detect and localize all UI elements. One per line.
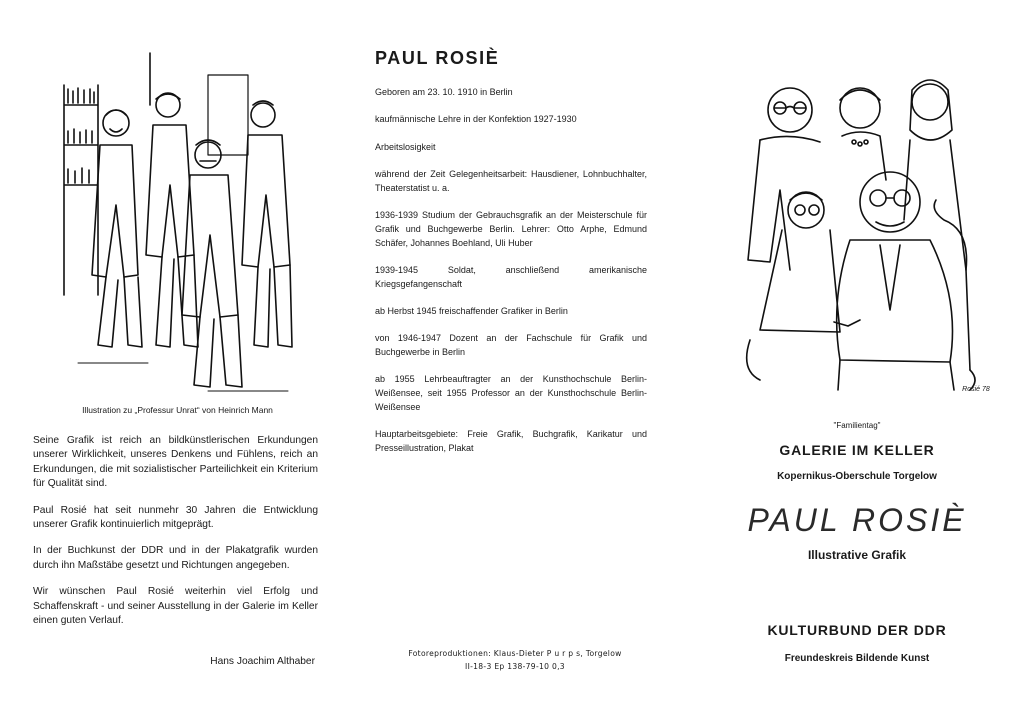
exhibition-subtitle: Illustrative Grafik	[807, 548, 907, 562]
author-signature: Hans Joachim Althaber	[210, 656, 315, 667]
left-panel	[0, 0, 345, 724]
middle-panel	[345, 0, 690, 724]
gallery-name: GALERIE IM KELLER	[779, 442, 935, 458]
bio-entry: ab Herbst 1945 freischaffender Grafiker in Berlin	[375, 305, 568, 316]
tribute-text	[33, 434, 318, 640]
left-illustration-caption: Illustration zu „Professur Unrat“ von Heinrich Mann	[82, 405, 273, 415]
photo-credit: Fotoreproduktionen: Klaus-Dieter P u r p s, Torgelow	[408, 649, 622, 658]
bio-entry: Arbeitslosigkeit	[375, 141, 436, 152]
artist-name: PAUL ROSIÈ	[747, 502, 967, 538]
professor-unrat-illustration	[58, 45, 298, 397]
tribute-paragraph: Seine Grafik ist reich an bildkünstlerischen Erkundungen unserer Wirklichkeit, unseres Denkens und Fühlens, reich an Erkundungen, die mit sozialistischer Parteilichkeit ein Kriterium für Qualität sind.	[33, 435, 318, 490]
organization-name: KULTURBUND DER DDR	[767, 622, 947, 638]
bio-entry: von 1946-1947 Dozent an der Fachschule für Grafik und Buchgewerbe in Berlin	[375, 333, 647, 358]
bio-entry: 1936-1939 Studium der Gebrauchsgrafik an der Meisterschule für Grafik und Buchgewerbe Berlin. Lehrer: Otto Arphe, Edmund Schäfer, Johannes Boehland, Uli Huber	[375, 209, 647, 248]
tribute-paragraph: Paul Rosié hat seit nunmehr 30 Jahren die Entwicklung unserer Grafik kontinuierlich mitgeprägt.	[33, 504, 318, 531]
right-panel	[690, 0, 1024, 724]
tribute-paragraph: Wir wünschen Paul Rosié weiterhin viel Erfolg und Schaffenskraft - und seiner Ausstellung in der Galerie im Keller einen guten Verlauf.	[33, 586, 318, 627]
print-license-number: II-18-3 Ep 138-79-10 0,3	[465, 661, 565, 671]
bio-entry: Hauptarbeitsgebiete: Freie Grafik, Buchgrafik, Karikatur und Presseillustration, Plakat	[375, 429, 647, 454]
familientag-illustration	[730, 70, 990, 400]
signature-mark: Rosié 78	[962, 386, 990, 393]
bio-entry: Geboren am 23. 10. 1910 in Berlin	[375, 87, 513, 97]
biography-list	[375, 86, 647, 469]
right-illustration-caption: "Familientag"	[833, 421, 881, 430]
bio-entry: während der Zeit Gelegenheitsarbeit: Hausdiener, Lohnbuchhalter, Theaterstatist u. a.	[375, 168, 647, 193]
school-name: Kopernikus-Oberschule Torgelow	[777, 471, 937, 482]
tribute-paragraph: In der Buchkunst der DDR und in der Plakatgrafik wurden durch ihn Maßstäbe gesetzt und Richtungen angegeben.	[33, 545, 318, 571]
bio-entry: 1939-1945 Soldat, anschließend amerikanische Kriegsgefangenschaft	[375, 264, 647, 289]
print-credits	[375, 648, 655, 673]
friends-circle-name: Freundeskreis Bildende Kunst	[784, 653, 930, 664]
bio-entry: ab 1955 Lehrbeauftragter an der Kunsthochschule Berlin-Weißensee, seit 1955 Professor an der Kunsthochschule Berlin-Weißensee	[375, 374, 647, 412]
bio-entry: kaufmännische Lehre in der Konfektion 1927-1930	[375, 114, 577, 125]
biography-title: PAUL ROSIÈ	[375, 48, 500, 68]
